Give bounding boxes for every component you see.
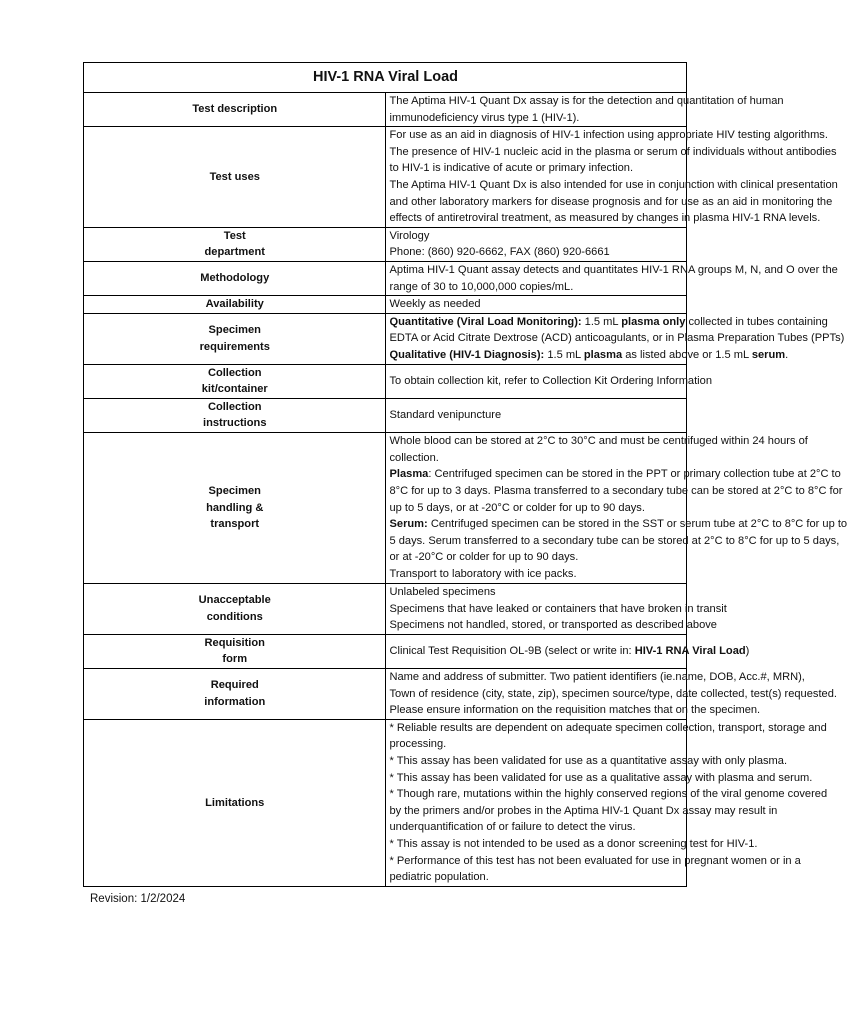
- row-limitations: [84, 719, 687, 886]
- text-segment: * Though rare, mutations within the highly conserved regions of the viral genome covered: [389, 788, 828, 801]
- document-page: [83, 62, 847, 887]
- content-line: [389, 753, 788, 770]
- content-line: [390, 228, 684, 245]
- content-line: [389, 617, 717, 634]
- content-line: [389, 770, 813, 787]
- text-segment: and other laboratory markers for disease prognosis and for use as an aid in monitoring the: [389, 195, 833, 208]
- bold-text: Qualitative (HIV-1 Diagnosis):: [389, 348, 545, 361]
- text-segment: 1.5 mL: [581, 315, 622, 328]
- text-segment: 8°C for up to 3 days. Plasma transferred to a secondary tube can be stored at 2°C to 8°C for: [389, 484, 843, 497]
- text-segment: Name and address of submitter. Two patient identifiers (ie.name, DOB, Acc.#, MRN),: [389, 671, 805, 684]
- row-label-line: Specimen: [208, 324, 261, 337]
- text-segment: Specimens not handled, stored, or transported as described above: [389, 619, 717, 632]
- text-segment: .: [785, 348, 789, 361]
- title-row: [84, 63, 687, 93]
- content-line: [389, 314, 828, 331]
- row-specimen-handling: [84, 432, 687, 583]
- row-label-line: Unacceptable: [198, 594, 271, 607]
- row-label: [84, 227, 386, 261]
- content-line: [390, 736, 684, 753]
- row-label-line: department: [204, 246, 265, 259]
- row-required-information: [84, 669, 687, 720]
- document-title: HIV-1 RNA Viral Load: [84, 63, 687, 93]
- text-segment: Transport to laboratory with ice packs.: [389, 567, 577, 580]
- row-specimen-requirements: [84, 313, 687, 364]
- row-content: [385, 634, 750, 668]
- content-line: [389, 803, 778, 820]
- row-requisition-form: [84, 634, 687, 668]
- text-segment: pediatric population.: [389, 871, 489, 884]
- row-label-line: form: [222, 653, 248, 666]
- row-label: [84, 364, 386, 398]
- content-line: [389, 433, 808, 450]
- row-label-line: Limitations: [205, 796, 265, 809]
- text-segment: or at -20°C or colder for up to 90 days.: [389, 551, 579, 564]
- content-line: [389, 686, 837, 703]
- text-segment: Standard venipuncture: [389, 408, 502, 421]
- content-line: [389, 601, 727, 618]
- text-segment: Whole blood can be stored at 2°C to 30°C and must be centrifuged within 24 hours of: [389, 435, 808, 448]
- content-line: [389, 533, 840, 550]
- row-label-line: Test description: [192, 103, 278, 116]
- row-label: [84, 432, 386, 583]
- row-label: [84, 261, 386, 295]
- content-line: [389, 347, 789, 364]
- row-label-line: kit/container: [201, 383, 268, 396]
- text-segment: range of 30 to 10,000,000 copies/mL.: [389, 280, 574, 293]
- text-segment: Unlabeled specimens: [389, 585, 496, 598]
- content-line: [390, 407, 684, 424]
- content-line: [389, 836, 758, 853]
- content-line: [389, 262, 838, 279]
- content-line: [389, 210, 821, 227]
- content-line: [389, 194, 833, 211]
- text-segment: To obtain collection kit, refer to Collection Kit Ordering Information: [389, 374, 712, 387]
- row-methodology: [84, 261, 687, 295]
- text-segment: The presence of HIV-1 nucleic acid in the plasma or serum of individuals without antibodies: [389, 145, 837, 158]
- row-label-line: Requisition: [204, 636, 265, 649]
- row-test-description: [84, 93, 687, 127]
- content-line: [390, 296, 684, 313]
- content-line: [389, 373, 712, 390]
- content-line: [390, 110, 684, 127]
- row-label-line: Methodology: [200, 272, 270, 285]
- row-content: [385, 719, 828, 886]
- bold-text: Serum:: [389, 518, 428, 531]
- text-segment: up to 5 days, or at -20°C or colder for up to 90 days.: [389, 501, 645, 514]
- content-line: [389, 483, 843, 500]
- row-test-uses: [84, 127, 687, 228]
- content-line: [389, 93, 784, 110]
- revision-date: Revision: 1/2/2024: [90, 893, 186, 905]
- row-label: [84, 398, 386, 432]
- text-segment: Town of residence (city, state, zip), specimen source/type, date collected, test(s) requested.: [389, 687, 837, 700]
- text-segment: Aptima HIV-1 Quant assay detects and quantitates HIV-1 RNA groups M, N, and O over the: [389, 263, 838, 276]
- row-content: [385, 227, 687, 261]
- row-label-line: Test: [223, 229, 246, 242]
- row-content: [385, 364, 712, 398]
- row-test-department: [84, 227, 687, 261]
- row-label: [84, 669, 386, 720]
- bold-text: Plasma: [389, 468, 429, 481]
- content-line: [389, 330, 845, 347]
- text-segment: 5 days. Serum transferred to a secondary tube can be stored at 2°C to 8°C for up to 5 days,: [389, 534, 840, 547]
- row-label-line: requirements: [199, 340, 270, 353]
- row-label: [84, 296, 386, 314]
- row-label-line: Collection: [207, 400, 262, 413]
- content-line: [389, 786, 828, 803]
- text-segment: : Centrifuged specimen can be stored in the PPT or primary collection tube at 2°C to: [428, 468, 841, 481]
- content-line: [389, 466, 841, 483]
- row-label-line: transport: [210, 518, 260, 531]
- content-line: [389, 516, 847, 533]
- text-segment: Specimens that have leaked or containers that have broken in transit: [389, 602, 727, 615]
- text-segment: as listed above or 1.5 mL: [622, 348, 752, 361]
- content-line: [389, 669, 805, 686]
- text-segment: collected in tubes containing: [685, 315, 828, 328]
- row-label: [84, 634, 386, 668]
- content-line: [389, 144, 837, 161]
- text-segment: Please ensure information on the requisition matches that on the specimen.: [389, 704, 761, 717]
- row-label: [84, 583, 386, 634]
- row-label-line: instructions: [203, 417, 267, 430]
- content-line: [390, 279, 684, 296]
- content-line: [390, 869, 684, 886]
- bold-text: HIV-1 RNA Viral Load: [634, 645, 746, 658]
- text-segment: collection.: [389, 451, 439, 464]
- text-segment: EDTA or Acid Citrate Dextrose (ACD) anticoagulants, or in Plasma Preparation Tubes (PPTs): [389, 332, 845, 345]
- text-segment: * Performance of this test has not been evaluated for use in pregnant women or in a: [389, 854, 801, 867]
- content-line: [390, 450, 684, 467]
- text-segment: ): [745, 645, 750, 658]
- text-segment: Clinical Test Requisition OL-9B (select or write in:: [389, 645, 635, 658]
- content-line: [389, 643, 750, 660]
- text-segment: * This assay has been validated for use as a qualitative assay with plasma and serum.: [389, 771, 813, 784]
- row-label-line: Collection: [207, 366, 262, 379]
- text-segment: * Reliable results are dependent on adequate specimen collection, transport, storage and: [389, 721, 827, 734]
- content-line: [390, 566, 684, 583]
- text-segment: by the primers and/or probes in the Aptima HIV-1 Quant Dx assay may result in: [389, 804, 778, 817]
- row-label-line: information: [204, 695, 266, 708]
- row-content: [385, 127, 838, 228]
- bold-text: serum: [751, 348, 786, 361]
- text-segment: Centrifuged specimen can be stored in the SST or serum tube at 2°C to 8°C for up to: [427, 518, 847, 531]
- row-collection-kit: [84, 364, 687, 398]
- bold-text: plasma: [583, 348, 623, 361]
- content-line: [390, 500, 684, 517]
- text-segment: Weekly as needed: [389, 298, 481, 311]
- row-label-line: Required: [210, 679, 259, 692]
- text-segment: The Aptima HIV-1 Quant Dx assay is for the detection and quantitation of human: [389, 95, 784, 107]
- text-segment: to HIV-1 is indicative of acute or primary infection.: [389, 162, 634, 175]
- row-content: [385, 432, 847, 583]
- row-content: [385, 669, 837, 720]
- content-line: [390, 160, 684, 177]
- content-line: [390, 549, 684, 566]
- row-collection-instructions: [84, 398, 687, 432]
- row-content: [385, 583, 727, 634]
- row-label-line: Test uses: [209, 170, 260, 183]
- row-content: [385, 261, 838, 295]
- text-segment: immunodeficiency virus type 1 (HIV-1).: [389, 111, 580, 124]
- text-segment: For use as an aid in diagnosis of HIV-1 infection using appropriate HIV testing algorithms.: [389, 129, 828, 142]
- bold-text: Quantitative (Viral Load Monitoring):: [389, 315, 582, 328]
- text-segment: Virology: [389, 229, 430, 242]
- row-label: [84, 719, 386, 886]
- row-label-line: conditions: [206, 610, 263, 623]
- row-content: [385, 93, 784, 127]
- text-segment: The Aptima HIV-1 Quant Dx is also intended for use in conjunction with clinical presentation: [389, 178, 838, 191]
- content-line: [390, 819, 684, 836]
- text-segment: * This assay is not intended to be used as a donor screening test for HIV-1.: [389, 838, 758, 851]
- row-availability: [84, 296, 687, 314]
- row-content: [385, 398, 687, 432]
- text-segment: * This assay has been validated for use as a quantitative assay with only plasma.: [389, 755, 788, 768]
- content-line: [389, 127, 828, 144]
- content-line: [389, 853, 801, 870]
- text-segment: Phone: (860) 920-6662, FAX (860) 920-6661: [389, 246, 610, 259]
- text-segment: effects of antiretroviral treatment, as measured by changes in plasma HIV-1 RNA levels.: [389, 212, 821, 225]
- bold-text: plasma only: [621, 315, 686, 328]
- row-content: [385, 313, 845, 364]
- row-label: [84, 127, 386, 228]
- text-segment: processing.: [389, 738, 447, 751]
- content-line: [389, 720, 827, 737]
- row-label-line: handling &: [206, 501, 264, 514]
- text-segment: underquantification of or failure to detect the virus.: [389, 821, 636, 834]
- content-line: [390, 584, 684, 601]
- content-line: [390, 244, 684, 261]
- row-label: [84, 93, 386, 127]
- row-label-line: Specimen: [208, 484, 261, 497]
- content-line: [389, 702, 761, 719]
- text-segment: 1.5 mL: [544, 348, 584, 361]
- row-unacceptable-conditions: [84, 583, 687, 634]
- row-content: [385, 296, 687, 314]
- content-line: [389, 177, 838, 194]
- row-label-line: Availability: [205, 298, 264, 311]
- test-info-table: [83, 62, 847, 887]
- row-label: [84, 313, 386, 364]
